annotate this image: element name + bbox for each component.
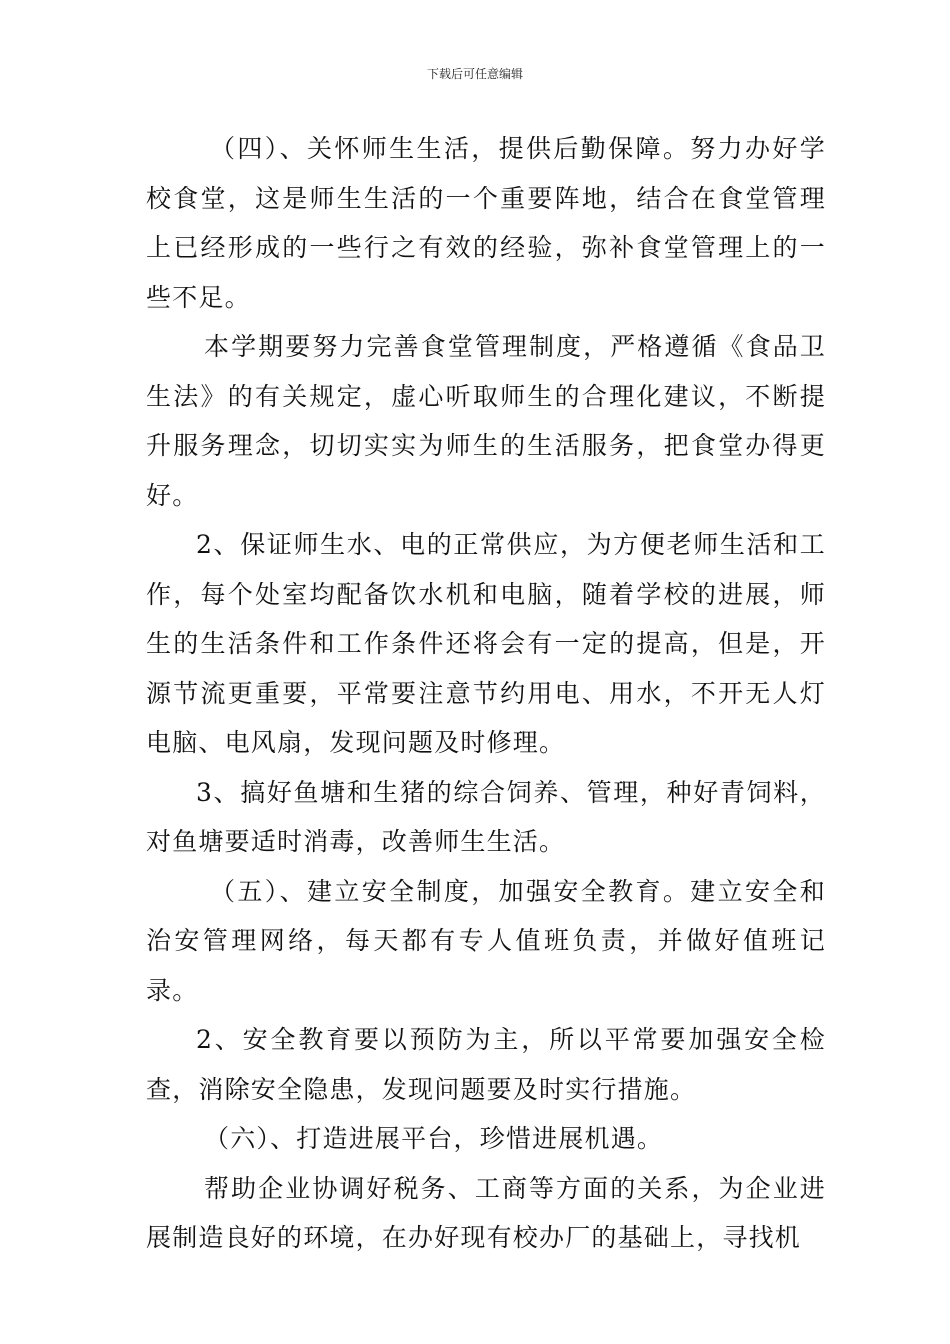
- paragraph-safety-education: 2、安全教育要以预防为主，所以平常要加强安全检查，消除安全隐患，发现问题要及时实行措施。: [146, 1025, 826, 1104]
- page-header: 下载后可任意编辑: [426, 67, 523, 81]
- paragraph-fish-pond: 3、搞好鱼塘和生猪的综合饲养、管理，种好青饲料，对鱼塘要适时消毒，改善师生生活。: [146, 777, 826, 856]
- document-body: [146, 124, 826, 1263]
- paragraph-enterprise-support: 帮助企业协调好税务、工商等方面的关系，为企业进展制造良好的环境，在办好现有校办厂的基础上，寻找机: [146, 1173, 826, 1252]
- paragraph-canteen-management: 本学期要努力完善食堂管理制度，严格遵循《食品卫生法》的有关规定，虚心听取师生的合理化建议，不断提升服务理念，切切实实为师生的生活服务，把食堂办得更好。: [146, 332, 826, 510]
- paragraph-section-5: （五）、建立安全制度，加强安全教育。建立安全和治安管理网络，每天都有专人值班负责，并做好值班记录。: [146, 876, 826, 1005]
- paragraph-water-electricity: 2、保证师生水、电的正常供应，为方便老师生活和工作，每个处室均配备饮水机和电脑，随着学校的进展，师生的生活条件和工作条件还将会有一定的提高，但是，开源节流更重要，平常要注意节约用电、用水，不开无人灯电脑、电风扇，发现问题及时修理。: [146, 530, 826, 757]
- paragraph-section-4: （四）、关怀师生生活，提供后勤保障。努力办好学校食堂，这是师生生活的一个重要阵地，结合在食堂管理上已经形成的一些行之有效的经验，弥补食堂管理上的一些不足。: [146, 134, 826, 312]
- paragraph-section-6: （六）、打造进展平台，珍惜进展机遇。: [204, 1124, 664, 1153]
